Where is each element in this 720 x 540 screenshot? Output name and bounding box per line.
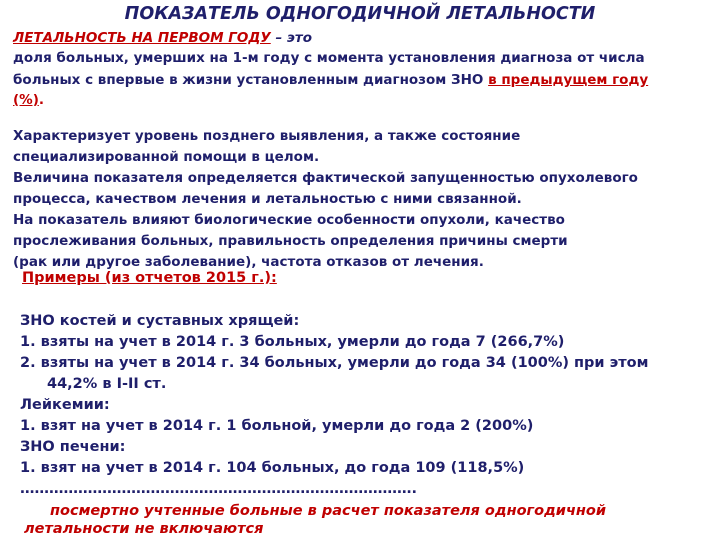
- footnote: [24, 502, 607, 538]
- paragraph-line: Характеризует уровень позднего выявления, а также состояние: [13, 128, 521, 144]
- page-title: ПОКАЗАТЕЛЬ ОДНОГОДИЧНОЙ ЛЕТАЛЬНОСТИ: [124, 4, 596, 24]
- example-line: 2. взяты на учет в 2014 г. 34 больных, умерли до года 34 (100%) при этом: [20, 355, 649, 371]
- example-line: ……………………………………………………………………….: [20, 481, 418, 497]
- paragraph-line: (рак или другое заболевание), частота отказов от лечения.: [13, 254, 484, 270]
- footnote-line-1: посмертно учтенные больные в расчет показателя одногодичной: [50, 503, 607, 519]
- description-paragraph: [13, 126, 638, 273]
- definition-term: ЛЕТАЛЬНОСТЬ НА ПЕРВОМ ГОДУ: [13, 30, 271, 46]
- definition-highlight-percent: (%): [13, 92, 39, 108]
- definition-line-1: [13, 28, 312, 48]
- example-line: 1. взяты на учет в 2014 г. 3 больных, умерли до года 7 (266,7%): [20, 334, 565, 350]
- definition-line-4: [13, 90, 44, 110]
- definition-line-2: доля больных, умерших на 1-м году с момента установления диагноза от числа: [13, 50, 645, 66]
- definition-period: .: [38, 92, 45, 108]
- paragraph-line: специализированной помощи в целом.: [13, 149, 320, 165]
- definition-highlight-year: в предыдущем году: [488, 72, 649, 88]
- paragraph-line: Величина показателя определяется фактической запущенностью опухолевого: [13, 170, 638, 186]
- example-line: ЗНО печени:: [20, 439, 126, 455]
- paragraph-line: На показатель влияют биологические особенности опухоли, качество: [13, 212, 565, 228]
- example-line: 1. взят на учет в 2014 г. 104 больных, до года 109 (118,5%): [20, 460, 525, 476]
- definition-line-3-text: больных с впервые в жизни установленным диагнозом ЗНО: [13, 72, 489, 88]
- paragraph-line: процесса, качеством лечения и летальностью с ними связанной.: [13, 191, 522, 207]
- footnote-line-2: летальности не включаются: [24, 521, 264, 537]
- definition-line-3: [13, 70, 648, 90]
- example-line: 1. взят на учет в 2014 г. 1 больной, умерли до года 2 (200%): [20, 418, 534, 434]
- examples-list: [20, 311, 648, 500]
- examples-heading: Примеры (из отчетов 2015 г.):: [22, 270, 277, 286]
- example-line: Лейкемии:: [20, 397, 110, 413]
- definition-dash: – это: [270, 30, 313, 46]
- paragraph-line: прослеживания больных, правильность определения причины смерти: [13, 233, 568, 249]
- example-line: ЗНО костей и суставных хрящей:: [20, 313, 300, 329]
- example-line: 44,2% в I-II ст.: [47, 376, 167, 392]
